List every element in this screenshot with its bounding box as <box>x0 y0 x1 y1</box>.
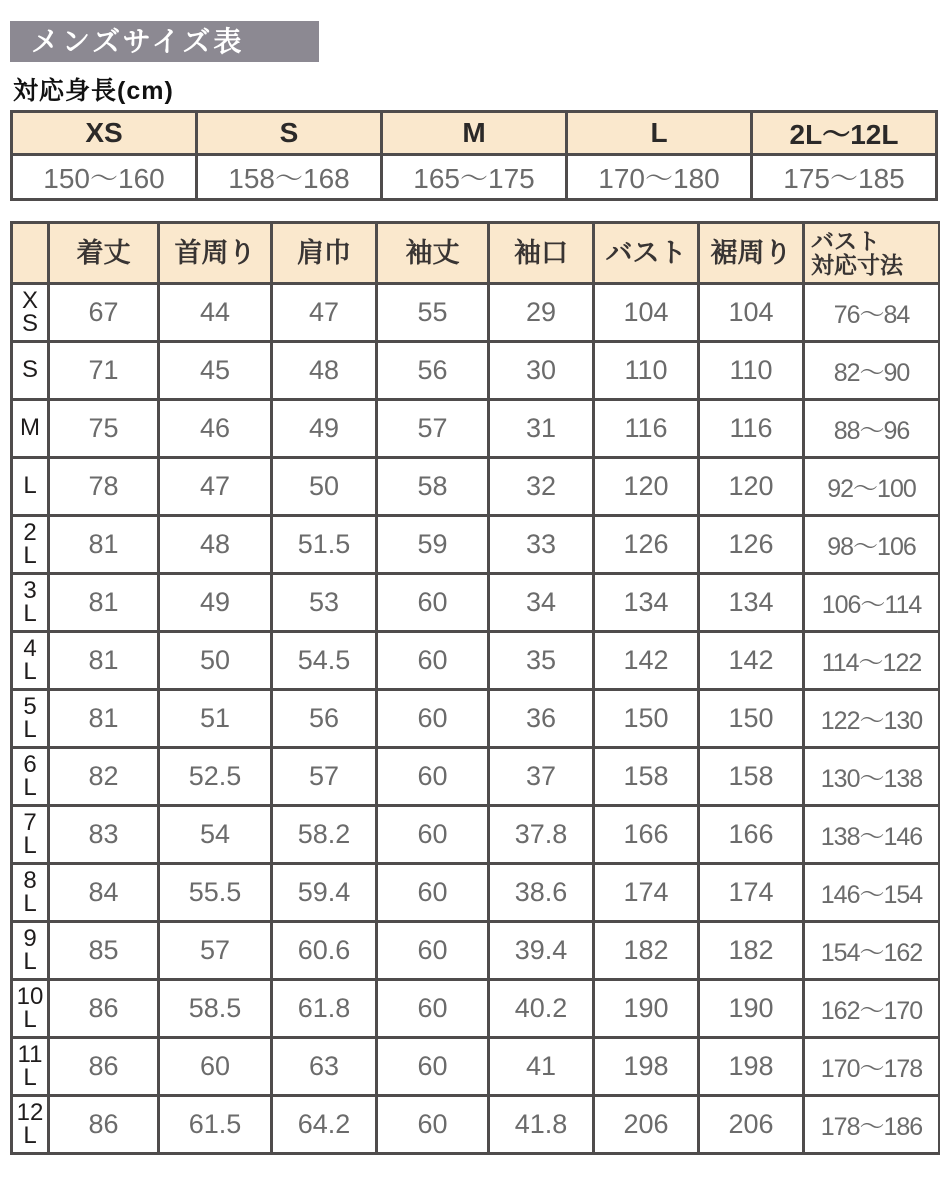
size-row <box>12 922 940 980</box>
size-value: 38.6 <box>489 864 594 922</box>
height-table-header-row <box>12 112 937 155</box>
size-value: 81 <box>49 690 159 748</box>
size-value: 49 <box>272 400 377 458</box>
height-value: 165〜175 <box>382 155 567 200</box>
size-row <box>12 574 940 632</box>
size-value: 41 <box>489 1038 594 1096</box>
size-value: 190 <box>594 980 699 1038</box>
size-label: M <box>12 400 49 458</box>
size-label: 5 L <box>12 690 49 748</box>
size-value: 126 <box>594 516 699 574</box>
size-value: 166 <box>699 806 804 864</box>
size-value: 182 <box>594 922 699 980</box>
size-value: 41.8 <box>489 1096 594 1154</box>
size-value: 57 <box>272 748 377 806</box>
size-value: 81 <box>49 632 159 690</box>
height-table-label: 対応身長(cm) <box>13 77 174 105</box>
size-value: 54.5 <box>272 632 377 690</box>
size-col-header: 着丈 <box>49 223 159 284</box>
size-value: 34 <box>489 574 594 632</box>
size-value: 60 <box>159 1038 272 1096</box>
size-row <box>12 516 940 574</box>
size-table-corner-cell <box>12 223 49 284</box>
size-value: 134 <box>594 574 699 632</box>
size-value: 84 <box>49 864 159 922</box>
size-value: 162〜170 <box>804 980 940 1038</box>
size-col-header: バスト 対応寸法 <box>804 223 940 284</box>
size-value: 92〜100 <box>804 458 940 516</box>
size-value: 61.5 <box>159 1096 272 1154</box>
size-col-header: バスト <box>594 223 699 284</box>
size-value: 58.2 <box>272 806 377 864</box>
size-value: 142 <box>699 632 804 690</box>
size-row <box>12 1096 940 1154</box>
size-value: 120 <box>594 458 699 516</box>
size-label: 2 L <box>12 516 49 574</box>
size-value: 37.8 <box>489 806 594 864</box>
size-value: 146〜154 <box>804 864 940 922</box>
height-col-header: XS <box>12 112 197 155</box>
size-value: 47 <box>159 458 272 516</box>
size-value: 48 <box>159 516 272 574</box>
size-value: 60 <box>377 1038 489 1096</box>
size-value: 60 <box>377 748 489 806</box>
size-row <box>12 690 940 748</box>
size-value: 98〜106 <box>804 516 940 574</box>
size-value: 110 <box>594 342 699 400</box>
size-value: 46 <box>159 400 272 458</box>
size-value: 61.8 <box>272 980 377 1038</box>
height-col-header: S <box>197 112 382 155</box>
size-value: 71 <box>49 342 159 400</box>
size-table-body <box>12 284 940 1154</box>
size-value: 75 <box>49 400 159 458</box>
size-label: 7 L <box>12 806 49 864</box>
size-row <box>12 1038 940 1096</box>
size-value: 198 <box>699 1038 804 1096</box>
size-value: 57 <box>159 922 272 980</box>
height-table-value-row <box>12 155 937 200</box>
size-value: 50 <box>272 458 377 516</box>
size-value: 158 <box>594 748 699 806</box>
size-table-header-row <box>12 223 940 284</box>
size-row <box>12 980 940 1038</box>
size-value: 49 <box>159 574 272 632</box>
size-value: 60 <box>377 922 489 980</box>
size-value: 59.4 <box>272 864 377 922</box>
size-col-header: 肩巾 <box>272 223 377 284</box>
size-value: 59 <box>377 516 489 574</box>
height-col-header: L <box>567 112 752 155</box>
size-value: 47 <box>272 284 377 342</box>
size-value: 36 <box>489 690 594 748</box>
size-value: 39.4 <box>489 922 594 980</box>
size-value: 174 <box>699 864 804 922</box>
size-label: 4 L <box>12 632 49 690</box>
size-value: 57 <box>377 400 489 458</box>
size-value: 56 <box>377 342 489 400</box>
size-value: 78 <box>49 458 159 516</box>
size-value: 104 <box>699 284 804 342</box>
size-label: 8 L <box>12 864 49 922</box>
size-value: 114〜122 <box>804 632 940 690</box>
size-label: 12 L <box>12 1096 49 1154</box>
size-value: 45 <box>159 342 272 400</box>
size-value: 31 <box>489 400 594 458</box>
size-value: 60 <box>377 806 489 864</box>
size-value: 55 <box>377 284 489 342</box>
size-row <box>12 400 940 458</box>
size-label: 11 L <box>12 1038 49 1096</box>
page-title: メンズサイズ表 <box>10 21 319 62</box>
size-row <box>12 806 940 864</box>
size-value: 206 <box>594 1096 699 1154</box>
size-value: 60 <box>377 864 489 922</box>
size-value: 76〜84 <box>804 284 940 342</box>
height-value: 158〜168 <box>197 155 382 200</box>
size-value: 44 <box>159 284 272 342</box>
height-value: 175〜185 <box>752 155 937 200</box>
size-col-header: 袖口 <box>489 223 594 284</box>
size-value: 150 <box>594 690 699 748</box>
size-label: L <box>12 458 49 516</box>
size-value: 138〜146 <box>804 806 940 864</box>
size-value: 150 <box>699 690 804 748</box>
size-value: 48 <box>272 342 377 400</box>
size-value: 170〜178 <box>804 1038 940 1096</box>
size-value: 178〜186 <box>804 1096 940 1154</box>
size-value: 51 <box>159 690 272 748</box>
size-value: 122〜130 <box>804 690 940 748</box>
size-label: X S <box>12 284 49 342</box>
size-value: 82 <box>49 748 159 806</box>
size-value: 63 <box>272 1038 377 1096</box>
size-value: 174 <box>594 864 699 922</box>
size-value: 67 <box>49 284 159 342</box>
size-value: 52.5 <box>159 748 272 806</box>
size-value: 50 <box>159 632 272 690</box>
size-value: 29 <box>489 284 594 342</box>
size-value: 86 <box>49 980 159 1038</box>
size-value: 130〜138 <box>804 748 940 806</box>
size-value: 55.5 <box>159 864 272 922</box>
size-value: 32 <box>489 458 594 516</box>
size-value: 40.2 <box>489 980 594 1038</box>
size-label: 9 L <box>12 922 49 980</box>
size-row <box>12 284 940 342</box>
size-value: 82〜90 <box>804 342 940 400</box>
size-value: 58 <box>377 458 489 516</box>
size-value: 86 <box>49 1038 159 1096</box>
size-value: 106〜114 <box>804 574 940 632</box>
size-row <box>12 864 940 922</box>
size-value: 134 <box>699 574 804 632</box>
size-value: 83 <box>49 806 159 864</box>
size-value: 126 <box>699 516 804 574</box>
size-value: 166 <box>594 806 699 864</box>
size-col-header: 裾周り <box>699 223 804 284</box>
height-table <box>10 110 938 201</box>
size-value: 60 <box>377 632 489 690</box>
size-value: 60.6 <box>272 922 377 980</box>
size-value: 154〜162 <box>804 922 940 980</box>
size-value: 116 <box>594 400 699 458</box>
size-value: 116 <box>699 400 804 458</box>
height-col-header: M <box>382 112 567 155</box>
size-value: 110 <box>699 342 804 400</box>
size-value: 85 <box>49 922 159 980</box>
size-value: 51.5 <box>272 516 377 574</box>
size-value: 54 <box>159 806 272 864</box>
size-value: 53 <box>272 574 377 632</box>
size-value: 81 <box>49 516 159 574</box>
size-value: 60 <box>377 690 489 748</box>
size-value: 142 <box>594 632 699 690</box>
size-row <box>12 748 940 806</box>
size-value: 30 <box>489 342 594 400</box>
size-label: 6 L <box>12 748 49 806</box>
size-value: 35 <box>489 632 594 690</box>
size-label: 3 L <box>12 574 49 632</box>
size-row <box>12 458 940 516</box>
size-value: 33 <box>489 516 594 574</box>
size-value: 198 <box>594 1038 699 1096</box>
size-value: 158 <box>699 748 804 806</box>
size-value: 120 <box>699 458 804 516</box>
size-value: 58.5 <box>159 980 272 1038</box>
size-label: 10 L <box>12 980 49 1038</box>
size-label: S <box>12 342 49 400</box>
size-value: 37 <box>489 748 594 806</box>
size-row <box>12 342 940 400</box>
size-table <box>10 221 940 1155</box>
height-value: 150〜160 <box>12 155 197 200</box>
size-value: 104 <box>594 284 699 342</box>
size-value: 86 <box>49 1096 159 1154</box>
size-value: 182 <box>699 922 804 980</box>
size-col-header: 首周り <box>159 223 272 284</box>
size-value: 190 <box>699 980 804 1038</box>
size-col-header: 袖丈 <box>377 223 489 284</box>
size-value: 60 <box>377 980 489 1038</box>
height-col-header: 2L〜12L <box>752 112 937 155</box>
height-value: 170〜180 <box>567 155 752 200</box>
size-value: 64.2 <box>272 1096 377 1154</box>
size-value: 60 <box>377 574 489 632</box>
size-value: 60 <box>377 1096 489 1154</box>
size-row <box>12 632 940 690</box>
size-value: 206 <box>699 1096 804 1154</box>
size-value: 56 <box>272 690 377 748</box>
size-value: 88〜96 <box>804 400 940 458</box>
size-value: 81 <box>49 574 159 632</box>
